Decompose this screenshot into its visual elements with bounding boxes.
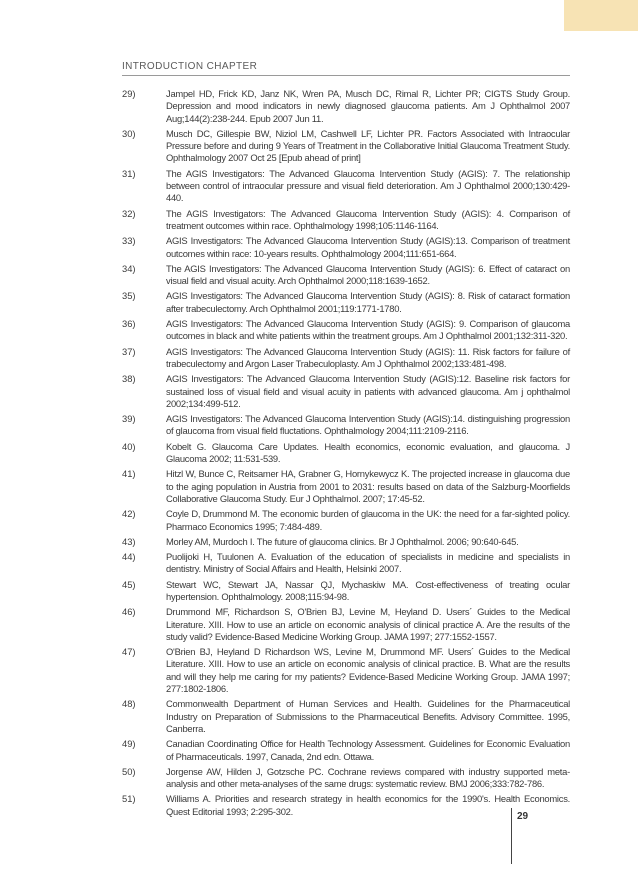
reference-number: 32) (122, 207, 136, 219)
reference-text: Williams A. Priorities and research strategy in health economics for the 1990's. Health Economics. Quest Editorial 1993; 2:295-302. (166, 793, 570, 817)
corner-color-tab (564, 0, 638, 31)
reference-item (122, 536, 570, 548)
reference-item (122, 579, 570, 604)
reference-number: 42) (122, 508, 136, 520)
reference-number: 44) (122, 551, 136, 563)
reference-text: AGIS Investigators: The Advanced Glaucoma Intervention Study (AGIS): 8. Risk of cataract formation after trabeculectomy. Arch Ophthalmol 2001;119:1771-1780. (166, 290, 570, 314)
reference-item (122, 318, 570, 343)
reference-text: AGIS Investigators: The Advanced Glaucoma Intervention Study (AGIS):13. Comparison of treatment outcomes within race: 10-years results. Ophthalmology 2004;111:651-664. (166, 235, 570, 259)
reference-text: Stewart WC, Stewart JA, Nassar QJ, Mychaskiw MA. Cost-effectiveness of treating ocular hypertension. Ophthalmology. 2008;115:94-98. (166, 578, 570, 602)
reference-number: 30) (122, 127, 136, 139)
reference-item (122, 698, 570, 735)
reference-text: Jorgense AW, Hilden J, Gotzsche PC. Cochrane reviews compared with industry supported meta-analysis and other meta-analyses of the same drugs: systematic review. BMJ 2006;333:782-786. (166, 765, 570, 790)
reference-text: The AGIS Investigators: The Advanced Glaucoma Intervention Study (AGIS): 4. Comparison of treatment outcomes within race. Ophthalmology 1998;105:1146-1164. (166, 207, 570, 231)
reference-number: 33) (122, 235, 136, 247)
reference-item (122, 441, 570, 466)
reference-number: 47) (122, 646, 136, 658)
reference-item (122, 373, 570, 410)
reference-number: 31) (122, 167, 136, 179)
reference-text: Morley AM, Murdoch I. The future of glaucoma clinics. Br J Ophthalmol. 2006; 90:640-645. (166, 535, 519, 547)
reference-item (122, 646, 570, 695)
reference-number: 36) (122, 318, 136, 330)
reference-number: 34) (122, 262, 136, 274)
reference-item (122, 346, 570, 371)
reference-text: Kobelt G. Glaucoma Care Updates. Health economics, economic evaluation, and glaucoma. J Glaucoma 2002; 11:531-539. (166, 440, 570, 465)
reference-item (122, 263, 570, 288)
reference-number: 38) (122, 373, 136, 385)
reference-text: AGIS Investigators: The Advanced Glaucoma Intervention Study (AGIS):14. distinguishing progression of glaucoma from visual field fluctations. Ophthalmology 2004;111:2109-2116. (166, 413, 570, 437)
reference-item (122, 793, 570, 818)
reference-item (122, 235, 570, 260)
reference-text: O'Brien BJ, Heyland D Richardson WS, Levine M, Drummond MF. Users´ Guides to the Medical Literature. XIII. How to use an article on economic analysis of clinical practice. B. What are the results and will they help me caring for my patients? Evidence-Based Medicine Working Group. JAMA 1997; 277:1802-1806. (166, 646, 570, 695)
header-rule (122, 75, 570, 76)
page-number: 29 (517, 811, 529, 822)
reference-number: 51) (122, 793, 136, 805)
reference-number: 37) (122, 345, 136, 357)
reference-item (122, 508, 570, 533)
reference-number: 48) (122, 698, 136, 710)
reference-number: 29) (122, 88, 136, 99)
reference-text: AGIS Investigators: The Advanced Glaucoma Intervention Study (AGIS): 9. Comparison of glaucoma outcomes in black and white patients within the treatment groups. Am J Ophthalmol 2001;132:311-320. (166, 318, 570, 342)
reference-text: Jampel HD, Frick KD, Janz NK, Wren PA, Musch DC, Rimal R, Lichter PR; CIGTS Study Group. Depression and mood indicators in newly diagnosed glaucoma patients. Am J Ophthalmol 2007 Aug;144(2):238-244. Epub 2007 Jun 11. (166, 88, 570, 124)
reference-text: The AGIS Investigators: The Advanced Glaucoma Intervention Study (AGIS): 6. Effect of cataract on visual field and visual acuity. Arch Ophthalmol 2000;118:1639-1652. (166, 262, 570, 287)
reference-number: 45) (122, 578, 136, 590)
reference-text: Commonwealth Department of Human Services and Health. Guidelines for the Pharmaceutical Industry on Preparation of Submissions to the Pharmaceutical Benefits. Advisory Committee. 1995, Canberra. (166, 698, 570, 734)
reference-item (122, 468, 570, 505)
reference-item (122, 413, 570, 438)
reference-number: 39) (122, 413, 136, 425)
chapter-header: INTRODUCTION CHAPTER (122, 61, 258, 72)
reference-text: AGIS Investigators: The Advanced Glaucoma Intervention Study (AGIS): 11. Risk factors for failure of trabeculectomy and Argon Laser Trabeculoplasty. Am J Ophthalmol 2002;133:481-498. (166, 345, 570, 369)
reference-number: 35) (122, 290, 136, 302)
page-number-rule (511, 808, 512, 864)
reference-number: 46) (122, 606, 136, 618)
reference-text: The AGIS Investigators: The Advanced Glaucoma Intervention Study (AGIS): 7. The relationship between control of intraocular pressure and visual field deterioration. Am J Ophthalmol 2000;130:429-440. (166, 167, 570, 204)
reference-item (122, 168, 570, 205)
reference-number: 41) (122, 468, 136, 480)
reference-item (122, 88, 570, 125)
reference-list (122, 88, 570, 821)
reference-text: Canadian Coordinating Office for Health Technology Assessment. Guidelines for Economic Evaluation of Pharmaceuticals. 1997, Canada, 2nd edn. Ottawa. (166, 738, 570, 762)
reference-number: 50) (122, 765, 136, 777)
reference-item (122, 766, 570, 791)
reference-text: Puolijoki H, Tuulonen A. Evaluation of the education of specialists in medicine and specialists in dentistry. Ministry of Social Affairs and Health, Helsinki 2007. (166, 551, 570, 575)
reference-item (122, 606, 570, 643)
reference-item (122, 128, 570, 165)
reference-number: 49) (122, 738, 136, 750)
reference-item (122, 551, 570, 576)
reference-text: Hitzl W, Bunce C, Reitsamer HA, Grabner G, Hornykewycz K. The projected increase in glaucoma due to the aging population in Austria from 2001 to 2031: results based on data of the Salzburg-Moorfields Collaborative Glaucoma Study. Eur J Ophthalmol. 2007; 17:45-52. (166, 468, 570, 504)
reference-text: Musch DC, Gillespie BW, Niziol LM, Cashwell LF, Lichter PR. Factors Associated with Intraocular Pressure before and during 9 Years of Treatment in the Collaborative Initial Glaucoma Treatment Study. Ophthalmology 2007 Oct 25 [Epub ahead of print] (166, 127, 570, 164)
reference-item (122, 290, 570, 315)
reference-text: Coyle D, Drummond M. The economic burden of glaucoma in the UK: the need for a far-sighted policy. Pharmaco Economics 1995; 7:484-489. (166, 508, 570, 532)
reference-number: 40) (122, 440, 136, 452)
reference-number: 43) (122, 535, 136, 547)
reference-item (122, 738, 570, 763)
reference-text: AGIS Investigators: The Advanced Glaucoma Intervention Study (AGIS):12. Baseline risk factors for sustained loss of visual field and visual acuity in patients with advanced glaucoma. Am j ophthalmol 2002;134:499-512. (166, 373, 570, 409)
reference-text: Drummond MF, Richardson S, O'Brien BJ, Levine M, Heyland D. Users´ Guides to the Medical Literature. XIII. How to use an article on economic analysis of clinical practice A. Are the results of the study valid? Evidence-Based Medicine Working Group. JAMA 1997; 277:1552-1557. (166, 606, 570, 642)
reference-item (122, 208, 570, 233)
